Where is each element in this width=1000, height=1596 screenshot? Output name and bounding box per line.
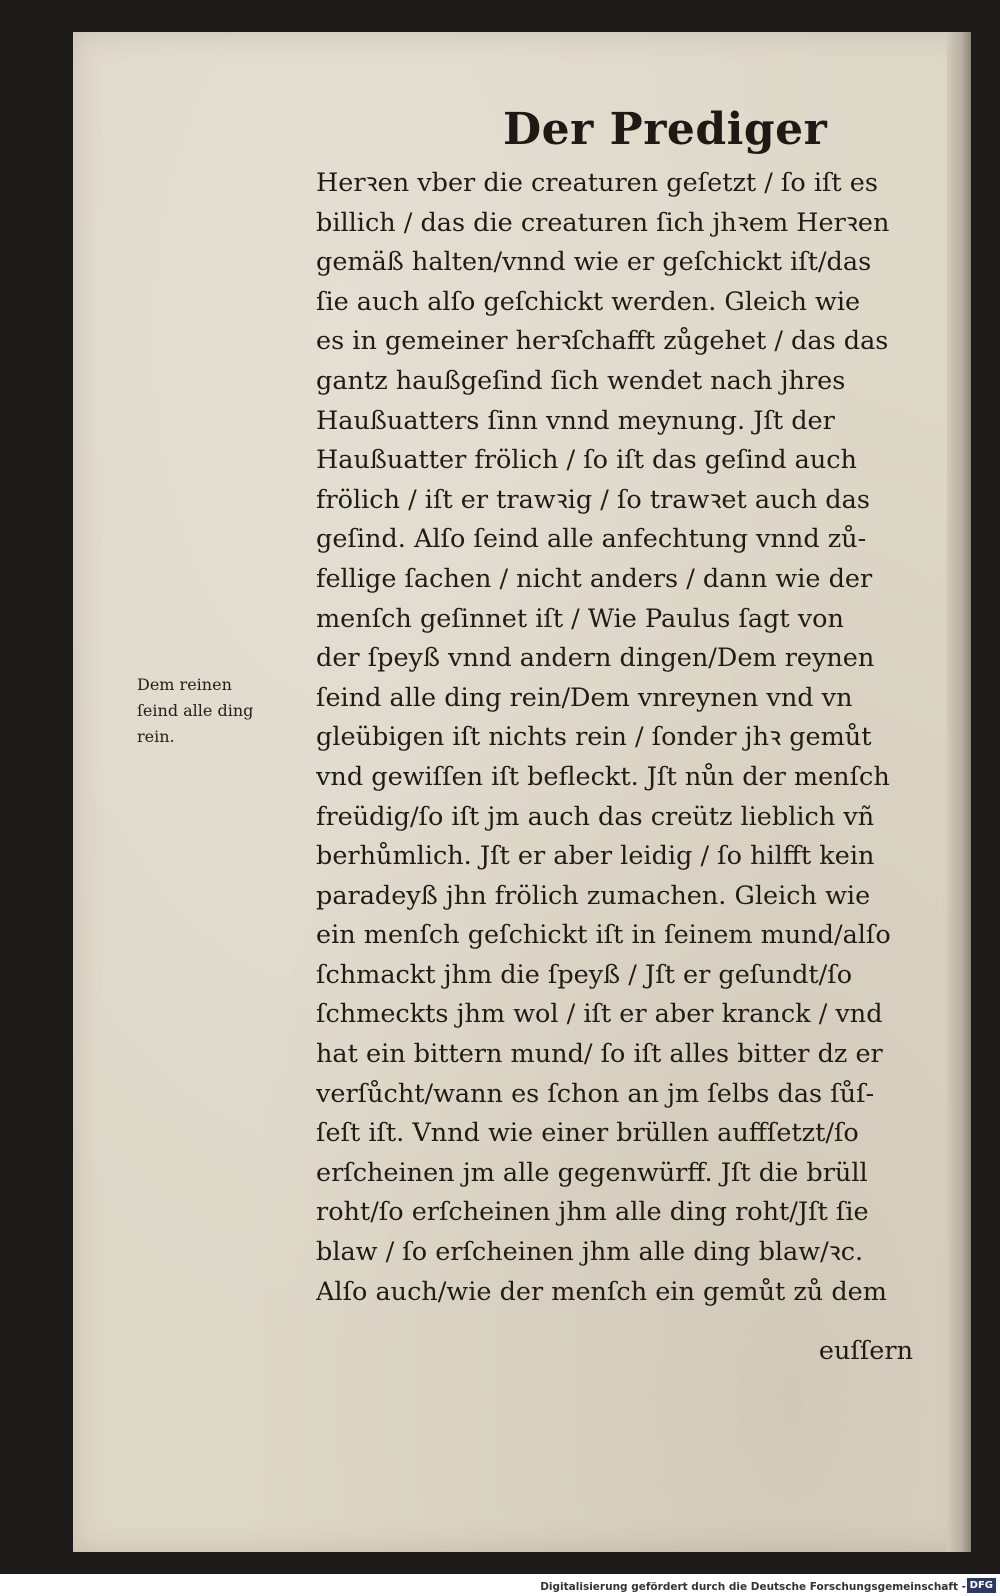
text-line: erſcheinen jm alle gegenwürff. Jſt die brüll — [316, 1157, 868, 1188]
text-line: frölich / iſt er trawꝛig / ſo trawꝛet auch das — [316, 484, 870, 515]
text-line: freüdig/ſo iſt jm auch das creütz lieblich vñ — [316, 801, 875, 832]
text-line: gemäß halten/vnnd wie er geſchickt iſt/das — [316, 247, 872, 278]
body-text — [316, 164, 956, 1312]
text-line: menſch geſinnet iſt / Wie Paulus ſagt von — [316, 603, 844, 634]
text-line: ſeſt iſt. Vnnd wie einer brüllen auffſetzt/ſo — [316, 1118, 859, 1149]
text-line: ſie auch alſo geſchickt werden. Gleich wie — [316, 286, 861, 317]
text-line: ſchmackt jhm die ſpeyß / Jſt er geſundt/ſo — [316, 959, 853, 990]
text-line: blaw / ſo erſcheinen jhm alle ding blaw/ꝛc. — [316, 1237, 864, 1268]
text-line: paradeyß jhn frölich zumachen. Gleich wie — [316, 880, 871, 911]
catchword: euſſern — [818, 1336, 913, 1366]
footer-bar — [0, 1574, 1000, 1596]
marginal-note — [137, 672, 307, 750]
marginal-note-line: Dem reinen — [137, 675, 232, 694]
text-line: der ſpeyß vnnd andern dingen/Dem reynen — [316, 643, 875, 674]
text-line: es in gemeiner herꝛſchafft zůgehet / das das — [316, 326, 889, 357]
text-line: geſind. Alſo ſeind alle anfechtung vnnd zů- — [316, 524, 867, 555]
footer-credit: Digitalisierung gefördert durch die Deutsche Forschungsgemeinschaft - — [540, 1581, 966, 1593]
text-line: berhůmlich. Jſt er aber leidig / ſo hilfft kein — [316, 841, 875, 872]
text-line: roht/ſo erſcheinen jhm alle ding roht/Jſt ſie — [316, 1197, 869, 1228]
text-line: verſůcht/wann es ſchon an jm ſelbs das ſůſ- — [316, 1078, 875, 1109]
text-line: Haußuatter frölich / ſo iſt das geſind auch — [316, 445, 857, 476]
text-line: gantz haußgeſind ſich wendet nach jhres — [316, 365, 846, 396]
text-line: hat ein bittern mund/ ſo iſt alles bitter dz er — [316, 1039, 883, 1070]
text-line: fellige ſachen / nicht anders / dann wie der — [316, 563, 873, 594]
text-line: ſeind alle ding rein/Dem vnreynen vnd vn — [316, 682, 853, 713]
marginal-note-line: rein. — [137, 727, 175, 746]
text-line: gleübigen iſt nichts rein / ſonder jhꝛ gemůt — [316, 722, 872, 753]
text-line: vnd gewiſſen iſt befleckt. Jſt nůn der menſch — [316, 761, 890, 792]
book-page — [73, 32, 971, 1552]
text-line: Alſo auch/wie der menſch ein gemůt zů dem — [316, 1276, 887, 1307]
marginal-note-line: ſeind alle ding — [137, 701, 254, 720]
text-line: Haußuatters ſinn vnnd meynung. Jſt der — [316, 405, 835, 436]
dfg-logo: DFG — [967, 1578, 996, 1593]
text-line: billich / das die creaturen ſich jhꝛem Herꝛen — [316, 207, 890, 238]
text-line: Herꝛen vber die creaturen geſetzt / ſo iſt es — [316, 168, 878, 198]
text-line: ein menſch geſchickt iſt in ſeinem mund/alſo — [316, 920, 891, 951]
text-line: ſchmeckts jhm wol / iſt er aber kranck / vnd — [316, 999, 883, 1030]
running-head: Der Prediger — [503, 104, 828, 155]
